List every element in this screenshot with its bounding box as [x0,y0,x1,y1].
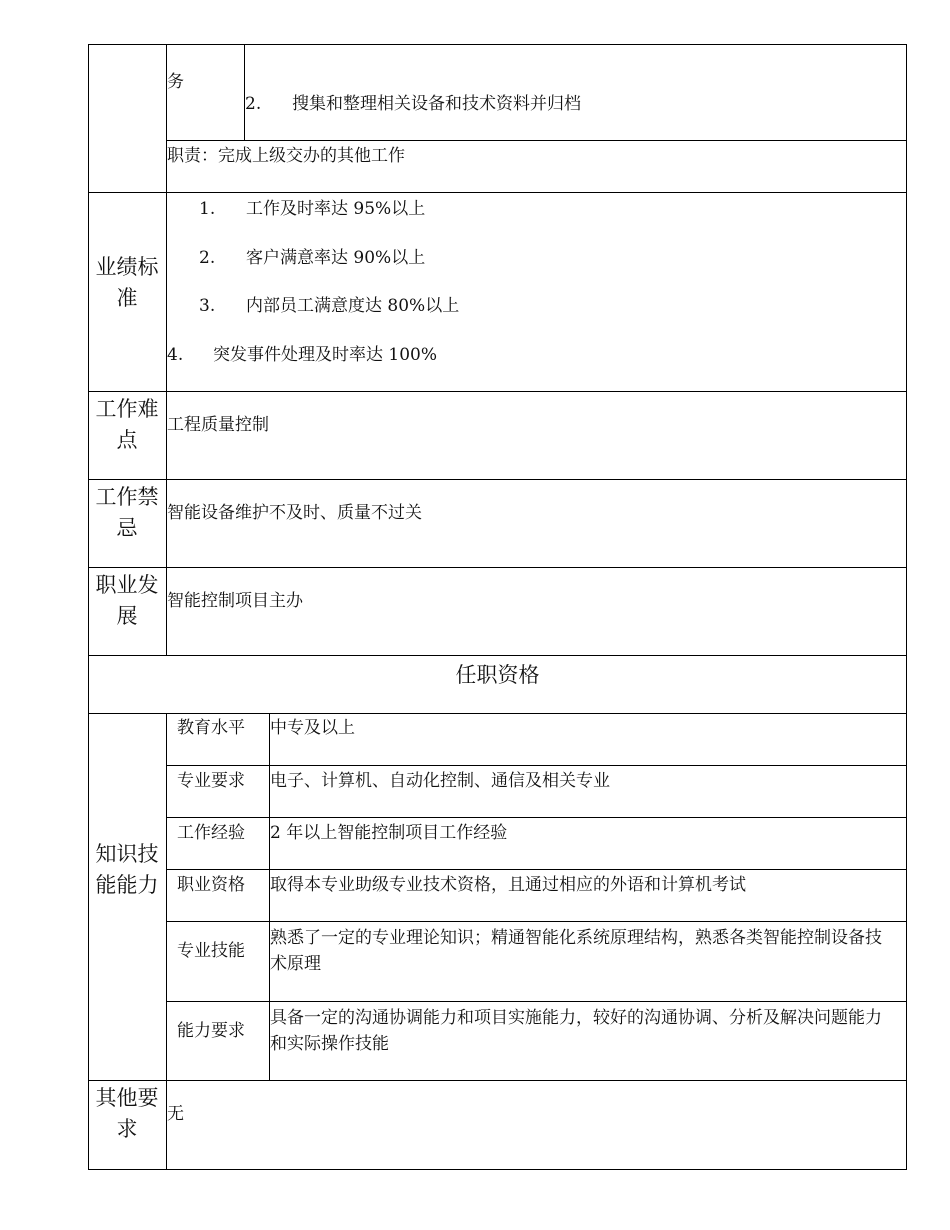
divider [166,817,907,818]
other-duty-text: 职责：完成上级交办的其他工作 [167,146,405,166]
difficulty-value: 工程质量控制 [167,415,269,435]
divider [166,869,907,870]
difficulty-label: 工作难点 [95,397,159,452]
divider [88,567,907,568]
other-label: 其他要求 [95,1086,159,1141]
performance-item-text: 客户满意率达 90%以上 [246,248,426,268]
performance-item-number: 3. [199,296,216,316]
qualification-value: 电子、计算机、自动化控制、通信及相关专业 [270,771,610,791]
duty-item-number: 2. [245,94,262,114]
qualification-label: 工作经验 [177,823,245,843]
divider [166,140,907,141]
divider [166,921,907,922]
qualification-value: 中专及以上 [270,718,355,738]
other-value: 无 [167,1104,184,1124]
qualification-label: 专业要求 [177,771,245,791]
divider [166,713,167,1170]
qualification-label: 职业资格 [177,875,245,895]
duty-item-text: 搜集和整理相关设备和技术资料并归档 [292,94,581,114]
performance-label: 业绩标准 [95,255,159,310]
divider [166,1001,907,1002]
divider [88,655,907,656]
divider [244,44,245,140]
career-label: 职业发展 [95,573,159,628]
performance-item-number: 2. [199,248,216,268]
qualification-label: 专业技能 [177,941,245,961]
divider [88,479,907,480]
career-value: 智能控制项目主办 [167,591,303,611]
qualification-label: 能力要求 [177,1021,245,1041]
qualification-value: 取得本专业助级专业技术资格，且通过相应的外语和计算机考试 [270,875,746,895]
performance-item-number: 4. [167,345,184,365]
divider [88,391,907,392]
performance-item-number: 1. [199,199,216,219]
qualification-value: 2 年以上智能控制项目工作经验 [270,823,508,843]
knowledge-group-label: 知识技能能力 [95,842,159,897]
taboo-value: 智能设备维护不及时、质量不过关 [167,503,422,523]
qualification-value: 熟悉了一定的专业理论知识；精通智能化系统原理结构，熟悉各类智能控制设备技术原理 [270,928,882,974]
divider [88,713,907,714]
qualification-label: 教育水平 [177,718,245,738]
qualification-value: 具备一定的沟通协调能力和项目实施能力，较好的沟通协调、分析及解决问题能力和实际操作技能 [270,1008,882,1054]
divider [88,192,907,193]
performance-item-text: 工作及时率达 95%以上 [246,199,426,219]
performance-item-text: 突发事件处理及时率达 100% [213,345,438,365]
performance-item-text: 内部员工满意度达 80%以上 [246,296,460,316]
duty-fragment: 务 [167,72,184,92]
divider [88,1080,907,1081]
divider [166,765,907,766]
taboo-label: 工作禁忌 [95,485,159,540]
qualifications-heading: 任职资格 [455,663,540,687]
